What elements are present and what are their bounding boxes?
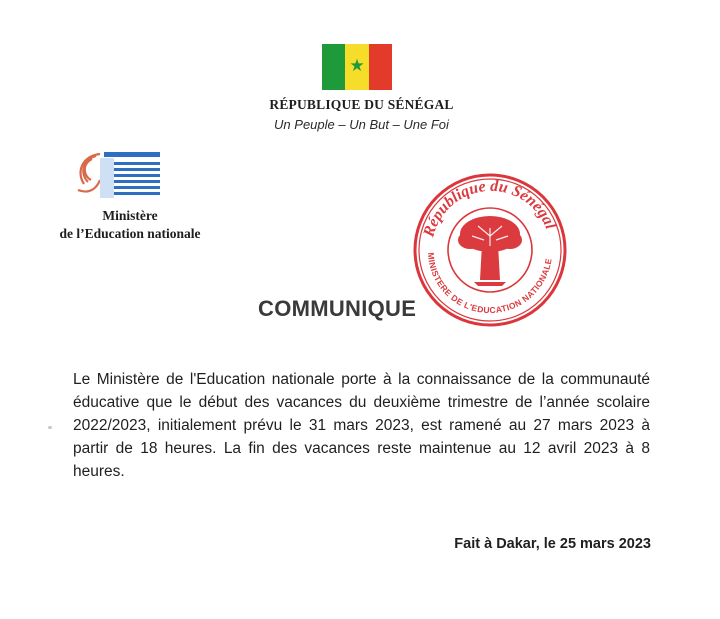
ministry-name-line2: de l’Education nationale [59,226,201,241]
paper-speck [48,426,52,429]
svg-text:MINISTERE DE L'EDUCATION NATIO: MINISTERE DE L'EDUCATION NATIONALE [425,252,554,316]
announcement-body: Le Ministère de l'Education nationale porte à la connaissance de la communauté éducative que le début des vacances du deuxième trimestre de l’année scolaire 2022/2023, initialement prévu le 31 mars 2023, est ramené au 27 mars 2023 à partir de 18 heures. La fin des vacances reste maintenue au 12 avril 2023 à 8 heures. [73,371,650,480]
flag-band-green [322,44,345,90]
country-name: RÉPUBLIQUE DU SÉNÉGAL [269,97,454,112]
star-icon: ★ [349,56,365,77]
baobab-tree-icon [458,216,522,286]
flag-band-red [369,44,392,90]
senegal-flag [322,44,392,90]
ministry-name [30,207,230,243]
ministry-name-line1: Ministère [102,208,158,223]
document-title: COMMUNIQUE [258,296,417,321]
flag-band-yellow [345,44,368,90]
national-motto: Un Peuple – Un But – Une Foi [274,117,449,132]
svg-text:République du Sénégal: République du Sénégal [420,177,559,239]
official-seal-stamp [410,170,570,330]
place-date-signature: Fait à Dakar, le 25 mars 2023 [454,536,651,552]
ministry-logo-icon [70,150,166,208]
